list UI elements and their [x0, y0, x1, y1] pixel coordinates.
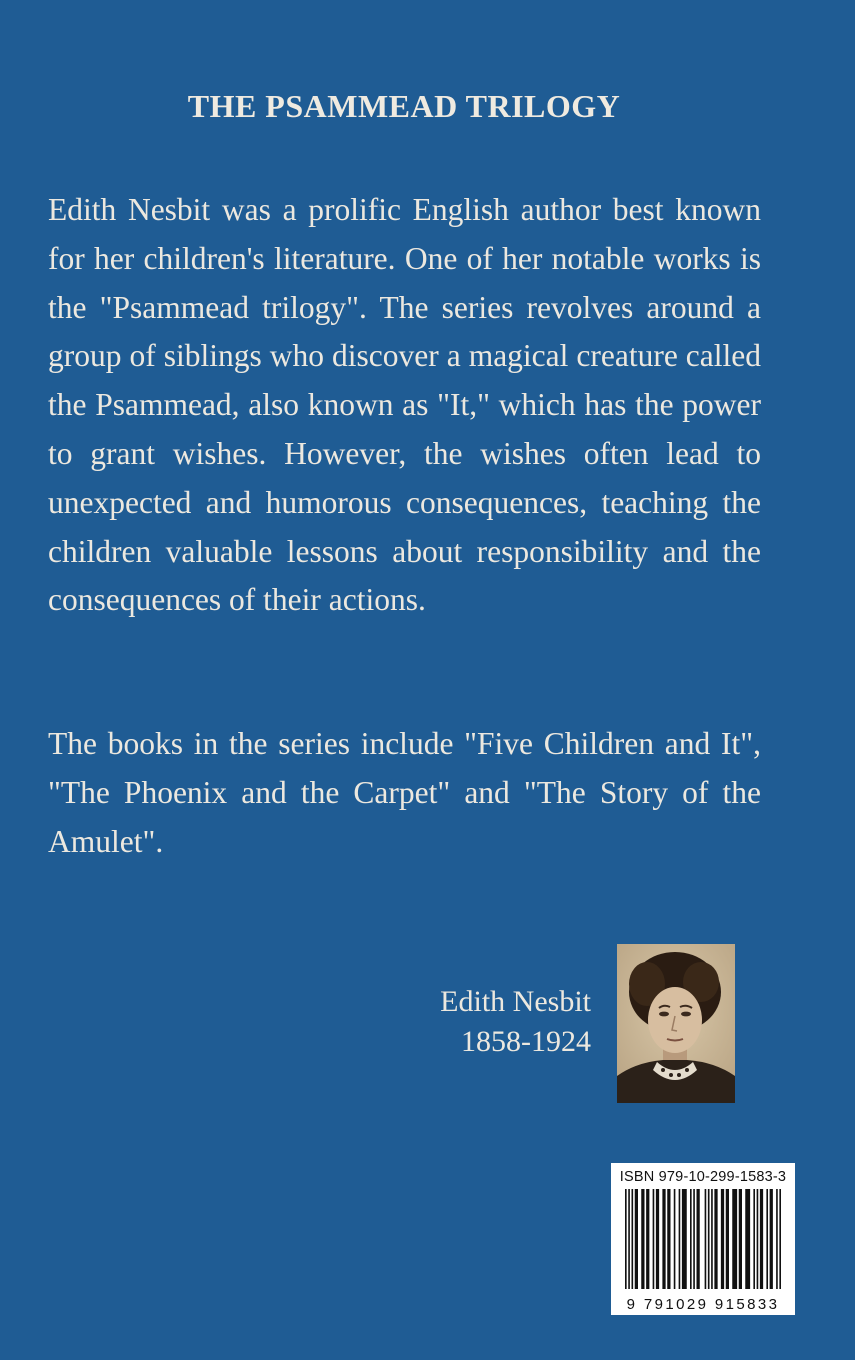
barcode-bar — [776, 1189, 778, 1289]
barcode-bar — [766, 1189, 768, 1289]
barcode-bar — [726, 1189, 729, 1289]
author-name: Edith Nesbit — [440, 985, 591, 1018]
barcode-digits: 9 791029 915833 — [626, 1296, 780, 1313]
barcode-bar — [721, 1189, 724, 1289]
barcode-bar — [674, 1189, 676, 1289]
barcode-bar — [760, 1189, 763, 1289]
barcode-bar — [757, 1189, 759, 1289]
barcode-bars — [625, 1189, 781, 1289]
barcode-bar — [711, 1189, 713, 1289]
barcode-bar — [745, 1189, 750, 1289]
barcode-bar — [646, 1189, 649, 1289]
barcode-bar — [682, 1189, 687, 1289]
barcode-bar — [753, 1189, 755, 1289]
barcode-bar — [641, 1189, 644, 1289]
isbn-barcode — [611, 1163, 795, 1315]
author-caption — [440, 982, 591, 1062]
barcode-bar — [679, 1189, 681, 1289]
barcode-bar — [779, 1189, 781, 1289]
barcode-bar — [662, 1189, 665, 1289]
isbn-label: ISBN 979-10-299-1583-3 — [619, 1169, 787, 1185]
barcode-bar — [697, 1189, 700, 1289]
barcode-bar — [656, 1189, 659, 1289]
barcode-bar — [770, 1189, 773, 1289]
book-title: THE PSAMMEAD TRILOGY — [187, 88, 621, 124]
series-paragraph: The books in the series include "Five Children and It", "The Phoenix and the Carpet" and "The Story of the Amulet". — [48, 726, 761, 859]
author-years: 1858-1924 — [461, 1025, 591, 1058]
barcode-bar — [632, 1189, 634, 1289]
barcode-bar — [732, 1189, 737, 1289]
portrait-image — [617, 944, 735, 1103]
barcode-bar — [705, 1189, 707, 1289]
barcode-bar — [708, 1189, 710, 1289]
barcode-bar — [635, 1189, 638, 1289]
barcode-bar — [714, 1189, 717, 1289]
barcode-bar — [653, 1189, 655, 1289]
barcode-bar — [625, 1189, 627, 1289]
barcode-bar — [690, 1189, 692, 1289]
barcode-bar — [628, 1189, 630, 1289]
description-paragraph: Edith Nesbit was a prolific English author best known for her children's literature. One of her notable works is the "Psammead trilogy". The series revolves around a group of siblings who discover a magical creature called the Psammead, also known as "It," which has the power to grant wishes. However, the wishes often lead to unexpected and humorous consequences, teaching the children valuable lessons about responsibility and the consequences of their actions. — [48, 192, 761, 618]
barcode-bar — [693, 1189, 695, 1289]
barcode-bar — [739, 1189, 742, 1289]
barcode-bar — [667, 1189, 670, 1289]
author-portrait — [617, 944, 735, 1103]
